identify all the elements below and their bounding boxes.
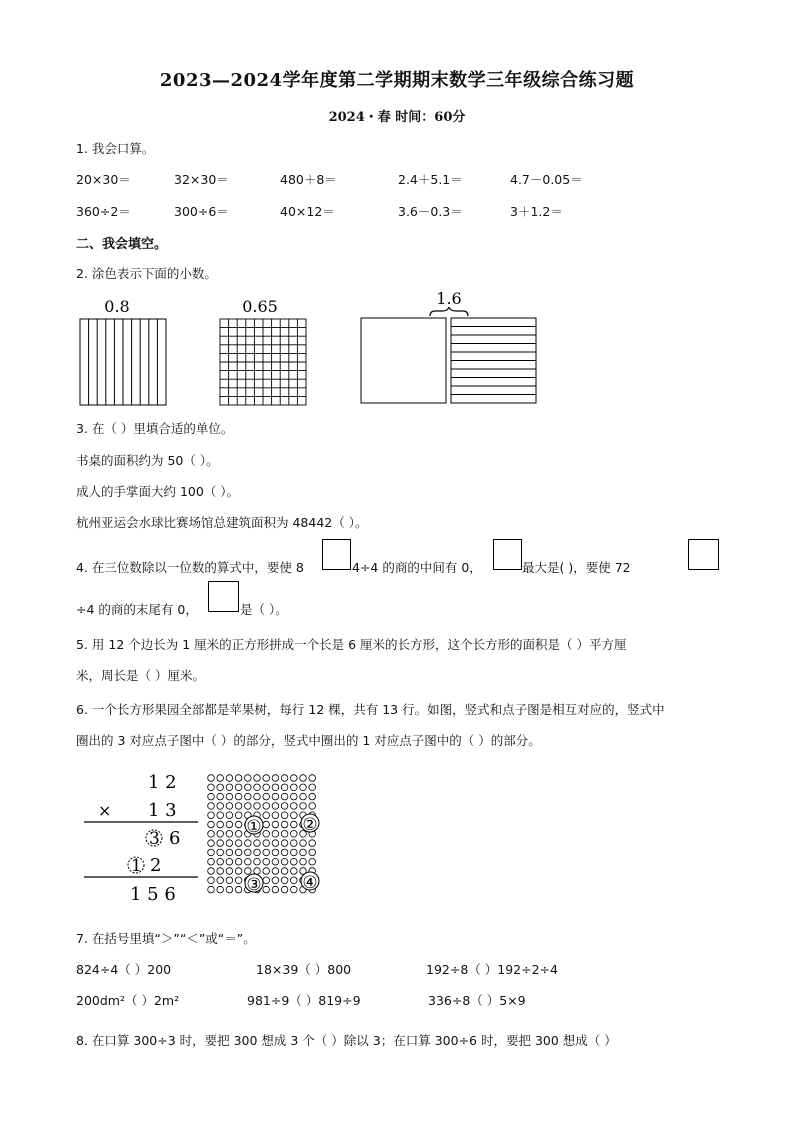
dot <box>235 793 242 800</box>
multiplier: 1 3 <box>148 800 177 821</box>
dot <box>281 821 288 828</box>
q4-text: ÷4 的商的末尾有 0， <box>76 602 198 617</box>
dot <box>245 775 252 782</box>
dot <box>208 803 215 810</box>
dot <box>272 793 279 800</box>
dot <box>272 840 279 847</box>
q5-line: 米，周长是（ ）厘米。 <box>76 668 205 683</box>
dot <box>309 793 316 800</box>
dot <box>281 775 288 782</box>
dot <box>245 849 252 856</box>
dot <box>235 812 242 819</box>
dot <box>245 793 252 800</box>
q1-item: 20×30＝ <box>76 172 131 187</box>
dot <box>217 849 224 856</box>
q7-item: 981÷9（ ）819÷9 <box>247 993 361 1008</box>
q4-text: 是（ ）。 <box>240 602 288 617</box>
dot <box>291 821 298 828</box>
dot <box>254 784 261 791</box>
dot <box>235 803 242 810</box>
dot <box>208 840 215 847</box>
result: 1 5 6 <box>130 884 176 905</box>
dot <box>263 793 270 800</box>
dot <box>263 812 270 819</box>
dot <box>309 775 316 782</box>
square-outline <box>361 318 446 403</box>
dot <box>217 803 224 810</box>
dot <box>245 868 252 875</box>
q1-item: 360÷2＝ <box>76 204 131 219</box>
dot <box>309 803 316 810</box>
q1-item: 3.6－0.3＝ <box>398 204 463 219</box>
dot <box>263 849 270 856</box>
dot <box>281 877 288 884</box>
brace-icon <box>430 307 468 316</box>
q7-label: 7. 在括号里填“＞”“＜”或“＝”。 <box>76 931 256 946</box>
dot <box>300 849 307 856</box>
dot <box>217 793 224 800</box>
q6-line: 6. 一个长方形果园全部都是苹果树，每行 12 棵，共有 13 行。如图，竖式和点子图是相互对应的，竖式中 <box>76 702 665 717</box>
page-subtitle: 2024・春 时间：60分 <box>328 110 466 125</box>
dot <box>291 803 298 810</box>
grid-tenths <box>80 319 166 405</box>
dot <box>263 775 270 782</box>
q2-label: 2. 涂色表示下面的小数。 <box>76 266 217 281</box>
dot <box>217 886 224 893</box>
dot <box>281 886 288 893</box>
dot <box>208 868 215 875</box>
dot <box>208 886 215 893</box>
dot <box>309 858 316 865</box>
q2-figures <box>70 286 550 406</box>
answer-box[interactable] <box>493 539 522 570</box>
dot <box>226 793 233 800</box>
q7-item: 336÷8（ ）5×9 <box>428 993 526 1008</box>
fig-label-0-8: 0.8 <box>104 297 130 316</box>
q4-text: 4. 在三位数除以一位数的算式中，要使 8 <box>76 560 304 575</box>
dot <box>235 877 242 884</box>
dot <box>272 812 279 819</box>
dot <box>226 877 233 884</box>
dot <box>208 877 215 884</box>
dot <box>300 775 307 782</box>
dot <box>291 831 298 838</box>
q4-text: 4÷4 的商的中间有 0， <box>352 560 482 575</box>
dot <box>254 849 261 856</box>
dot <box>309 840 316 847</box>
dot <box>281 868 288 875</box>
q5-line: 5. 用 12 个边长为 1 厘米的正方形拼成一个长是 6 厘米的长方形，这个长方形的面积是（ ）平方厘 <box>76 637 627 652</box>
dot <box>291 877 298 884</box>
dot <box>217 840 224 847</box>
dot <box>309 784 316 791</box>
dot <box>272 775 279 782</box>
dot <box>217 877 224 884</box>
dot-label-2: ② <box>302 815 318 835</box>
dot <box>226 784 233 791</box>
dot <box>208 849 215 856</box>
dot <box>254 803 261 810</box>
q3-line: 书桌的面积约为 50（ ）。 <box>76 453 219 468</box>
dot <box>281 793 288 800</box>
q1-item: 32×30＝ <box>174 172 229 187</box>
q6-line: 圈出的 3 对应点子图中（ ）的部分，竖式中圈出的 1 对应点子图中的（ ）的部分。 <box>76 733 541 748</box>
q1-item: 480＋8＝ <box>280 172 337 187</box>
dot <box>235 868 242 875</box>
dot <box>208 793 215 800</box>
dot <box>272 821 279 828</box>
dot <box>263 840 270 847</box>
q1-item: 3＋1.2＝ <box>510 204 563 219</box>
dot <box>291 868 298 875</box>
dot <box>235 821 242 828</box>
dot <box>272 858 279 865</box>
grid-one-and-tenths <box>361 318 536 403</box>
page-title: 2023—2024学年度第二学期期末数学三年级综合练习题 <box>159 70 635 91</box>
dot <box>235 858 242 865</box>
dot <box>291 784 298 791</box>
dot <box>217 784 224 791</box>
dot <box>245 803 252 810</box>
dot <box>291 812 298 819</box>
dot <box>226 849 233 856</box>
dot <box>281 858 288 865</box>
answer-box[interactable] <box>208 581 239 612</box>
q1-item: 2.4＋5.1＝ <box>398 172 463 187</box>
dot-label-1: ① <box>246 817 262 837</box>
dot <box>254 868 261 875</box>
partial1-rest: 6 <box>169 828 181 849</box>
dot <box>263 886 270 893</box>
times-sign: × <box>98 801 112 820</box>
partial2-circled: 1 <box>131 856 142 876</box>
dot <box>208 831 215 838</box>
dot <box>235 886 242 893</box>
dot <box>300 840 307 847</box>
dot <box>235 775 242 782</box>
dot <box>235 831 242 838</box>
dot <box>235 849 242 856</box>
dot-label-3: ③ <box>246 875 262 895</box>
dot <box>281 812 288 819</box>
dot <box>226 858 233 865</box>
fig-label-0-65: 0.65 <box>242 297 278 316</box>
dot <box>208 775 215 782</box>
dot-label-4: ④ <box>302 873 318 893</box>
dot <box>217 812 224 819</box>
dot <box>281 831 288 838</box>
q3-label: 3. 在（ ）里填合适的单位。 <box>76 421 234 436</box>
q3-line: 杭州亚运会水球比赛场馆总建筑面积为 48442（ ）。 <box>76 515 368 530</box>
dot <box>226 821 233 828</box>
dot <box>263 858 270 865</box>
q7-item: 192÷8（ ）192÷2÷4 <box>426 962 558 977</box>
q1-label: 1. 我会口算。 <box>76 141 155 156</box>
answer-box[interactable] <box>322 539 351 570</box>
dot <box>254 858 261 865</box>
dot <box>217 831 224 838</box>
dot <box>291 858 298 865</box>
dot <box>300 793 307 800</box>
dot <box>300 858 307 865</box>
dot <box>217 821 224 828</box>
dot <box>226 775 233 782</box>
dot <box>226 831 233 838</box>
q1-item: 300÷6＝ <box>174 204 229 219</box>
partial2-rest: 2 <box>150 855 162 876</box>
answer-box[interactable] <box>688 539 719 570</box>
q1-item: 4.7－0.05＝ <box>510 172 583 187</box>
dot <box>309 849 316 856</box>
dot <box>235 784 242 791</box>
dot <box>272 868 279 875</box>
dot <box>263 784 270 791</box>
q6-figure <box>78 766 338 906</box>
dot <box>226 803 233 810</box>
q4-text: 最大是( )，要使 72 <box>522 560 631 575</box>
q7-item: 824÷4（ ）200 <box>76 962 172 977</box>
dot <box>217 858 224 865</box>
dot <box>263 821 270 828</box>
multiplicand: 1 2 <box>148 772 177 793</box>
dot <box>226 840 233 847</box>
dot <box>208 821 215 828</box>
dot <box>300 803 307 810</box>
dot <box>300 784 307 791</box>
dot <box>245 784 252 791</box>
dot <box>272 784 279 791</box>
dot <box>217 775 224 782</box>
dot <box>272 803 279 810</box>
q7-item: 18×39（ ）800 <box>256 962 352 977</box>
dot <box>217 868 224 875</box>
dot <box>263 831 270 838</box>
dot <box>263 803 270 810</box>
dot <box>208 784 215 791</box>
grid-hundredths <box>220 319 306 405</box>
dot <box>208 858 215 865</box>
dot <box>226 886 233 893</box>
dot <box>291 775 298 782</box>
section-heading: 二、我会填空。 <box>76 237 168 252</box>
dot <box>281 849 288 856</box>
dot <box>272 877 279 884</box>
dot <box>281 803 288 810</box>
dot <box>254 793 261 800</box>
dot <box>208 812 215 819</box>
dot <box>263 868 270 875</box>
q1-item: 40×12＝ <box>280 204 335 219</box>
dot <box>254 840 261 847</box>
dot <box>281 784 288 791</box>
q3-line: 成人的手掌面大约 100（ ）。 <box>76 484 240 499</box>
dot <box>291 849 298 856</box>
dot <box>226 812 233 819</box>
dot <box>281 840 288 847</box>
q8-line: 8. 在口算 300÷3 时，要把 300 想成 3 个（ ）除以 3；在口算 300÷6 时，要把 300 想成（ ） <box>76 1033 617 1048</box>
fig-label-1-6: 1.6 <box>436 289 462 308</box>
dot <box>291 793 298 800</box>
q7-item: 200dm²（ ）2m² <box>76 993 180 1008</box>
dot <box>272 849 279 856</box>
dot <box>226 868 233 875</box>
dot <box>272 886 279 893</box>
dot <box>235 840 242 847</box>
dot <box>245 858 252 865</box>
dot <box>263 877 270 884</box>
dot <box>245 840 252 847</box>
dot <box>291 886 298 893</box>
dot <box>291 840 298 847</box>
dot <box>272 831 279 838</box>
partial1-circled: 3 <box>149 829 160 849</box>
dot <box>254 775 261 782</box>
